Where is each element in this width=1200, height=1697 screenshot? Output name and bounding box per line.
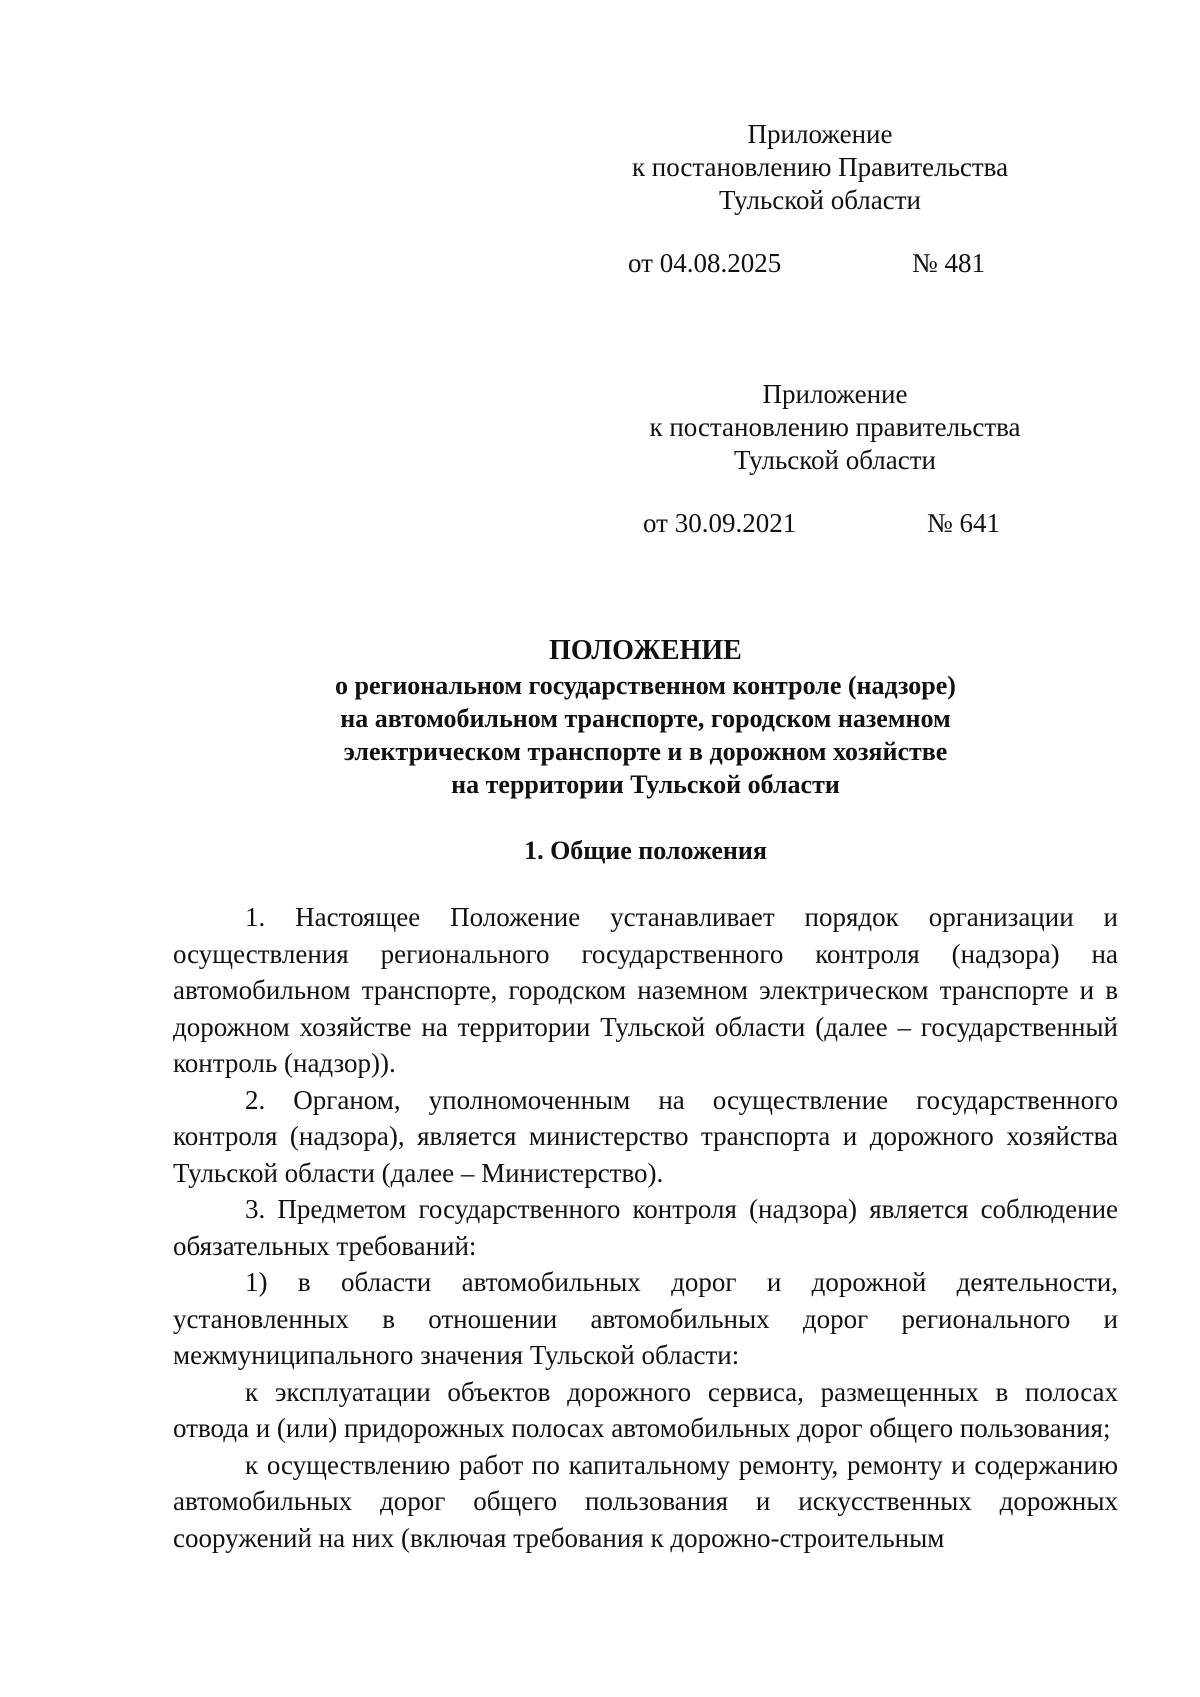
appendix-current-line-2: к постановлению Правительства bbox=[631, 152, 1009, 182]
appendix-current-line-1: Приложение bbox=[747, 119, 893, 149]
appendix-current-line-3: Тульской области bbox=[719, 185, 921, 215]
section-heading: 1. Общие положения bbox=[524, 836, 767, 865]
appendix-current-date: от 04.08.2025 bbox=[628, 248, 782, 278]
appendix-original-number: № 641 bbox=[927, 508, 1001, 538]
appendix-original-line-2: к постановлению правительства bbox=[649, 412, 1021, 442]
subtitle-line-4: на территории Тульской области bbox=[451, 770, 840, 799]
paragraph-3-1: 1) в области автомобильных дорог и дорожной деятельности, установленных в отношении автомобильных дорог регионального и межмуниципального значения Тульской области: bbox=[173, 1267, 1118, 1370]
document-title-block bbox=[173, 633, 1118, 801]
paragraph-2: 2. Органом, уполномоченным на осуществление государственного контроля (надзора), является министерство транспорта и дорожного хозяйства Тульской области (далее – Министерство). bbox=[173, 1084, 1118, 1188]
appendix-original-date: от 30.09.2021 bbox=[643, 508, 797, 538]
paragraph-3: 3. Предметом государственного контроля (надзора) является соблюдение обязательных требований: bbox=[173, 1194, 1118, 1261]
subtitle-line-2: на автомобильном транспорте, городском наземном bbox=[340, 704, 951, 733]
appendix-original-block bbox=[575, 378, 1095, 477]
appendix-original-line-1: Приложение bbox=[762, 379, 908, 409]
document-body bbox=[173, 899, 1118, 1556]
subtitle-line-1: о региональном государственном контроле (надзоре) bbox=[335, 671, 956, 700]
paragraph-1: 1. Настоящее Положение устанавливает порядок организации и осуществления регионального государственного контроля (надзора) на автомобильном транспорте, городском наземном электрическом транспорте и в дорожном хозяйстве на территории Тульской области (далее – государственный контроль (надзор)). bbox=[173, 902, 1118, 1078]
document-title: ПОЛОЖЕНИЕ bbox=[549, 635, 742, 666]
subtitle-line-3: электрическом транспорте и в дорожном хозяйстве bbox=[343, 737, 948, 766]
paragraph-service-objects: к эксплуатации объектов дорожного сервиса, размещенных в полосах отвода и (или) придорожных полосах автомобильных дорог общего пользования; bbox=[173, 1376, 1118, 1443]
paragraph-road-works: к осуществлению работ по капитальному ремонту, ремонту и содержанию автомобильных дорог общего пользования и искусственных дорожных сооружений на них (включая требования к дорожно-строительным bbox=[173, 1449, 1118, 1553]
appendix-current-number: № 481 bbox=[912, 248, 986, 278]
appendix-original-line-3: Тульской области bbox=[734, 445, 936, 475]
appendix-current-block bbox=[560, 118, 1080, 217]
